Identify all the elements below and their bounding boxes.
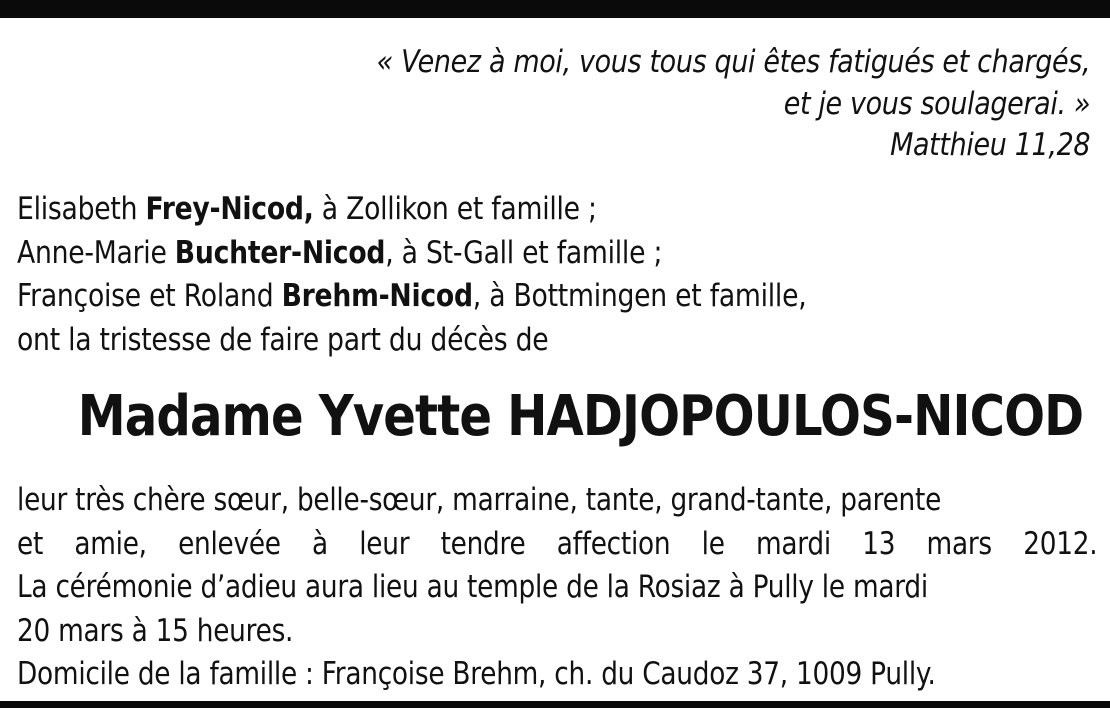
body-word: et: [17, 525, 44, 562]
body-word: 13: [862, 525, 896, 562]
bible-verse: [376, 42, 1090, 167]
announcement-text: ont la tristesse de faire part du décès de: [17, 321, 549, 358]
body-word: tendre: [440, 525, 526, 562]
body-word: 2012.: [1023, 525, 1098, 562]
verse-line-1: « Venez à moi, vous tous qui êtes fatigués et chargés,: [376, 44, 1090, 80]
body-word: amie,: [74, 525, 147, 562]
body-word: leur: [359, 525, 410, 562]
verse-reference: Matthieu 11,28: [889, 127, 1090, 163]
body-line-5: Domicile de la famille : Françoise Brehm, ch. du Caudoz 37, 1009 Pully.: [17, 656, 936, 692]
body-word: mardi: [755, 525, 831, 562]
top-border-bar: [0, 0, 1110, 18]
body-word: mars: [926, 525, 992, 562]
family-surname: Buchter-Nicod: [174, 234, 386, 271]
body-line-2: [17, 523, 1097, 567]
bottom-border-bar: [0, 701, 1110, 708]
family-location: à Zollikon et famille ;: [313, 191, 597, 227]
family-member-line: [17, 275, 806, 319]
family-surname: Frey-Nicod,: [145, 191, 314, 227]
family-first-names: Anne-Marie: [17, 234, 175, 271]
family-first-names: Françoise et Roland: [17, 278, 282, 314]
obituary-body: [17, 479, 1097, 697]
family-first-names: Elisabeth: [17, 191, 146, 227]
verse-line-2: et je vous soulagerai. »: [783, 85, 1090, 122]
body-line-3: La cérémonie d’adieu aura lieu au temple de la Rosiaz à Pully le mardi: [17, 569, 928, 605]
body-line-1: leur très chère sœur, belle-sœur, marraine, tante, grand-tante, parente: [17, 482, 942, 518]
deceased-name: Madame Yvette HADJOPOULOS-NICOD: [77, 384, 1084, 449]
family-location: , à Bottmingen et famille,: [472, 278, 807, 314]
body-word: à: [312, 525, 328, 562]
family-list: [17, 188, 806, 362]
body-word: affection: [556, 525, 671, 562]
family-member-line: [17, 232, 806, 276]
body-line-4: 20 mars à 15 heures.: [17, 612, 294, 649]
family-location: , à St-Gall et famille ;: [385, 234, 663, 271]
family-member-line: [17, 188, 806, 232]
body-word: enlevée: [178, 525, 281, 562]
family-surname: Brehm-Nicod: [281, 278, 473, 314]
body-word: le: [701, 525, 725, 562]
